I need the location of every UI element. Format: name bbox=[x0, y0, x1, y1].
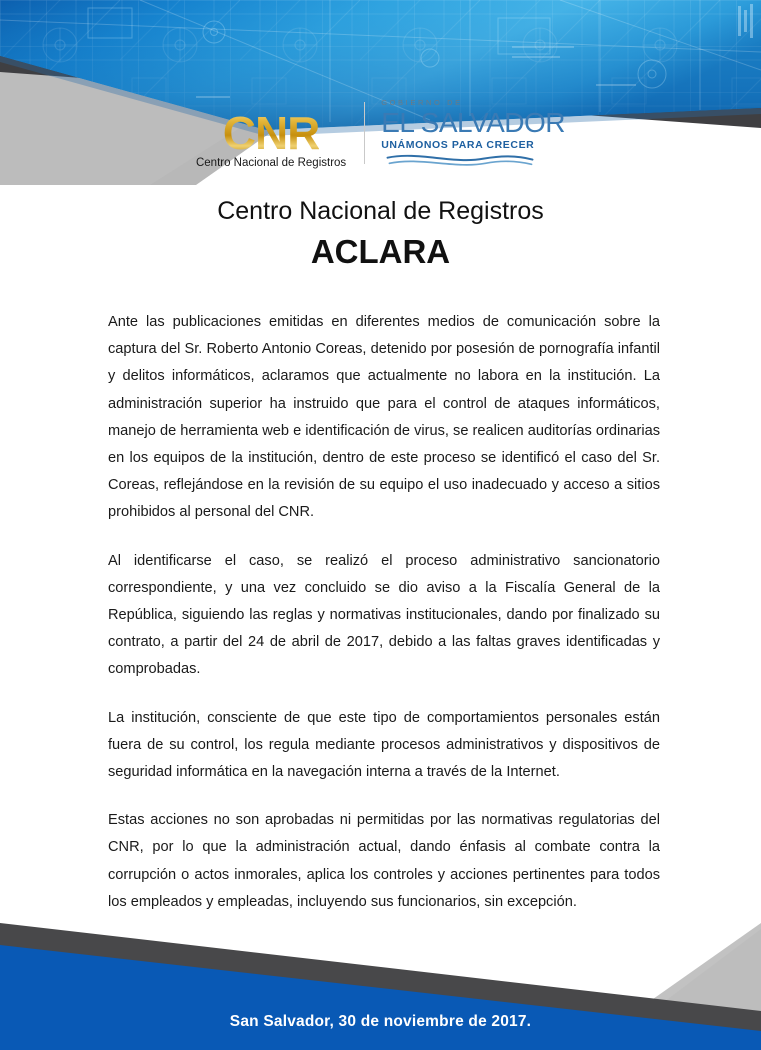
page-subtitle: ACLARA bbox=[310, 233, 451, 271]
paragraph: Estas acciones no son aprobadas ni permitidas por las normativas regulatorias del CNR, por lo que la administración actual, dando énfasis al combate contra la corrupción o actos inmorales, aplica los controles y acciones pertinentes para todos los empleados y empleadas, incluyendo sus funcionarios, sin excepción. bbox=[108, 812, 660, 910]
gobierno-logo bbox=[381, 97, 565, 169]
paragraph: La institución, consciente de que este tipo de comportamientos personales están fuera de su control, los regula mediante procesos administrativos y dispositivos de seguridad informática en la navegación interna a través de la Internet. bbox=[108, 709, 660, 781]
logo-row bbox=[0, 97, 761, 169]
gobierno-tagline: UNÁMONOS PARA CRECER bbox=[381, 138, 535, 151]
footer-dateline: San Salvador, 30 de noviembre de 2017. bbox=[229, 1013, 532, 1030]
cnr-wordmark: CNR bbox=[222, 107, 320, 159]
page-title: Centro Nacional de Registros bbox=[217, 197, 544, 225]
title-block bbox=[0, 196, 761, 273]
logo-divider bbox=[364, 102, 365, 164]
paragraph: Al identificarse el caso, se realizó el proceso administrativo sancionatorio correspondiente, y una vez concluido se dio aviso a la Fiscalía General de la República, siguiendo las reglas y normativas institucionales, dando por finalizado su contrato, a partir del 24 de abril de 2017, debido a las faltas graves identificadas y comprobadas. bbox=[108, 552, 660, 678]
paragraph: Ante las publicaciones emitidas en diferentes medios de comunicación sobre la captura del Sr. Roberto Antonio Coreas, detenido por posesión de pornografía infantil y delitos informáticos, aclaramos que actualmente no labora en la institución. La administración superior ha instruido que para el control de ataques informáticos, manejo de herramienta web e identificación de virus, se realicen auditorías ordinarias en los equipos de la institución, dentro de este proceso se identificó el caso del Sr. Coreas, reflejándose en la revisión de su equipo el uso inadecuado y acceso a sitios prohibidos al personal del CNR. bbox=[108, 314, 660, 521]
cnr-logo bbox=[196, 97, 364, 169]
cnr-logo-subtitle: Centro Nacional de Registros bbox=[195, 157, 347, 169]
body-copy bbox=[108, 309, 660, 916]
wave-icon bbox=[381, 153, 539, 169]
gobierno-name: EL SALVADOR bbox=[381, 106, 566, 138]
gobierno-eyebrow: GOBIERNO DE bbox=[381, 98, 463, 107]
